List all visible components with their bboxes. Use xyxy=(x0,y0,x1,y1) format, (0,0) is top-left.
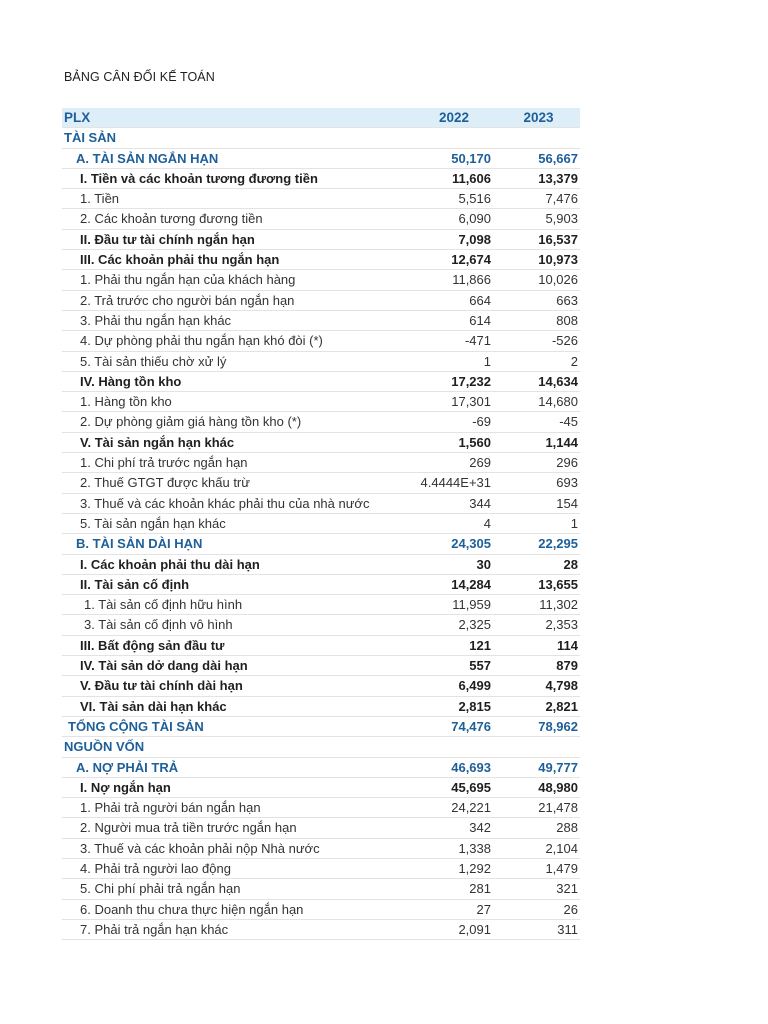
value-2022: 45,695 xyxy=(451,779,491,795)
table-row xyxy=(62,352,580,372)
row-label: 5. Chi phí phải trả ngắn hạn xyxy=(80,881,241,897)
table-row xyxy=(62,311,580,331)
row-label: 2. Trả trước cho người bán ngắn hạn xyxy=(80,292,295,308)
value-2023: 2,353 xyxy=(545,617,578,633)
row-label: 5. Tài sản ngắn hạn khác xyxy=(80,515,226,531)
balance-sheet-table xyxy=(62,108,580,940)
value-2023 xyxy=(495,737,580,756)
value-2023: -526 xyxy=(551,333,578,349)
value-2022 xyxy=(405,737,495,756)
value-2022: 24,305 xyxy=(451,536,491,552)
table-row xyxy=(62,230,580,250)
value-2023: 11,302 xyxy=(539,597,578,613)
row-label: 1. Phải trả người bán ngắn hạn xyxy=(80,800,261,816)
value-2023: 1,144 xyxy=(545,434,578,450)
table-header xyxy=(62,108,580,128)
table-row xyxy=(62,697,580,717)
value-2022: 2,091 xyxy=(458,921,491,937)
value-2022: 30 xyxy=(476,556,491,572)
value-2022: 11,959 xyxy=(452,597,491,613)
value-2023: 10,973 xyxy=(538,252,578,268)
value-2022: 342 xyxy=(469,820,491,836)
value-2022: 4 xyxy=(483,515,491,531)
value-2022: 664 xyxy=(469,292,491,308)
row-label: 6. Doanh thu chưa thực hiện ngắn hạn xyxy=(80,901,304,917)
value-2022: 6,090 xyxy=(458,211,491,227)
row-label: VI. Tài sản dài hạn khác xyxy=(80,698,227,714)
table-row xyxy=(62,676,580,696)
row-label: 1. Hàng tồn kho xyxy=(80,394,172,410)
table-row xyxy=(62,494,580,514)
value-2022: 6,499 xyxy=(458,678,491,694)
table-row xyxy=(62,473,580,493)
table-row xyxy=(62,737,580,757)
row-label: 1. Tiền xyxy=(80,191,120,207)
value-2022: -69 xyxy=(472,414,491,430)
table-row xyxy=(62,534,580,554)
table-row xyxy=(62,717,580,737)
table-row xyxy=(62,433,580,453)
row-label: V. Đầu tư tài chính dài hạn xyxy=(80,678,243,694)
value-2022: -471 xyxy=(464,333,491,349)
value-2023: 311 xyxy=(557,921,578,937)
table-row xyxy=(62,636,580,656)
table-row xyxy=(62,128,580,148)
row-label: TÀI SẢN xyxy=(64,130,116,146)
row-label: I. Các khoản phải thu dài hạn xyxy=(80,556,260,572)
table-row xyxy=(62,575,580,595)
row-label: TỔNG CỘNG TÀI SẢN xyxy=(68,718,204,734)
table-body xyxy=(62,128,580,940)
value-2023: 10,026 xyxy=(538,272,578,288)
value-2023: 78,962 xyxy=(538,718,578,734)
row-label: 4. Phải trả người lao động xyxy=(80,860,231,876)
value-2023: 14,680 xyxy=(538,394,578,410)
value-2023: 288 xyxy=(556,820,578,836)
value-2022: 2,815 xyxy=(458,698,491,714)
row-label: 3. Phải thu ngắn hạn khác xyxy=(80,312,232,328)
value-2023: 321 xyxy=(556,881,578,897)
row-label: III. Các khoản phải thu ngắn hạn xyxy=(80,252,280,268)
table-row xyxy=(62,189,580,209)
table-row xyxy=(62,920,580,940)
row-label: V. Tài sản ngắn hạn khác xyxy=(80,434,235,450)
company-ticker: PLX xyxy=(62,108,411,127)
value-2022: 1 xyxy=(483,353,491,369)
value-2022: 1,560 xyxy=(458,434,491,450)
value-2023: 49,777 xyxy=(538,759,578,775)
value-2022: 2,325 xyxy=(458,617,491,633)
value-2022 xyxy=(405,128,495,147)
table-row xyxy=(62,595,580,615)
row-label: 5. Tài sản thiếu chờ xử lý xyxy=(80,353,227,369)
value-2023: -45 xyxy=(559,414,578,430)
value-2023: 21,478 xyxy=(538,800,578,816)
table-row xyxy=(62,209,580,229)
row-label: IV. Hàng tồn kho xyxy=(80,373,182,389)
value-2023: 296 xyxy=(556,455,578,471)
value-2023: 7,476 xyxy=(545,191,578,207)
value-2022: 17,232 xyxy=(451,373,491,389)
value-2023 xyxy=(495,128,580,147)
table-row xyxy=(62,291,580,311)
table-row xyxy=(62,392,580,412)
value-2022: 121 xyxy=(469,637,491,653)
table-row xyxy=(62,778,580,798)
row-label: 7. Phải trả ngắn hạn khác xyxy=(80,921,229,937)
column-header-2023: 2023 xyxy=(523,110,554,125)
row-label: II. Tài sản cố định xyxy=(80,576,190,592)
row-label: III. Bất động sản đầu tư xyxy=(80,637,225,653)
value-2022: 614 xyxy=(469,312,491,328)
value-2023: 2,104 xyxy=(545,840,578,856)
value-2022: 1,292 xyxy=(458,860,491,876)
table-row xyxy=(62,859,580,879)
value-2023: 13,379 xyxy=(538,170,578,186)
row-label: A. NỢ PHẢI TRẢ xyxy=(76,759,179,775)
value-2022: 11,606 xyxy=(451,170,491,186)
table-row xyxy=(62,758,580,778)
document-title: BẢNG CÂN ĐỐI KẾ TOÁN xyxy=(64,70,215,84)
table-row xyxy=(62,514,580,534)
value-2022: 7,098 xyxy=(458,231,491,247)
value-2023: 13,655 xyxy=(538,576,578,592)
value-2023: 114 xyxy=(557,637,578,653)
row-label: A. TÀI SẢN NGẮN HẠN xyxy=(76,150,219,166)
value-2023: 2 xyxy=(570,353,578,369)
row-label: 2. Dự phòng giảm giá hàng tồn kho (*) xyxy=(80,414,302,430)
table-row xyxy=(62,270,580,290)
value-2022: 46,693 xyxy=(451,759,491,775)
value-2022: 1,338 xyxy=(458,840,491,856)
row-label: 1. Chi phí trả trước ngắn hạn xyxy=(80,455,248,471)
value-2022: 12,674 xyxy=(451,252,491,268)
row-label: 2. Các khoản tương đương tiền xyxy=(80,211,263,227)
row-label: 3. Thuế và các khoản phải nộp Nhà nước xyxy=(80,840,320,856)
value-2023: 879 xyxy=(556,658,578,674)
value-2023: 14,634 xyxy=(538,373,578,389)
value-2023: 5,903 xyxy=(545,211,578,227)
value-2022: 344 xyxy=(469,495,491,511)
value-2022: 27 xyxy=(476,901,491,917)
row-label: NGUỒN VỐN xyxy=(64,739,145,755)
value-2022: 557 xyxy=(469,658,491,674)
table-row xyxy=(62,250,580,270)
value-2022: 74,476 xyxy=(451,718,491,734)
row-label: 3. Tài sản cố định vô hình xyxy=(84,617,233,633)
value-2022: 11,866 xyxy=(452,272,491,288)
table-row xyxy=(62,818,580,838)
table-row xyxy=(62,839,580,859)
value-2023: 16,537 xyxy=(538,231,578,247)
value-2022: 14,284 xyxy=(451,576,491,592)
value-2023: 693 xyxy=(556,475,578,491)
table-row xyxy=(62,331,580,351)
value-2022: 50,170 xyxy=(451,150,491,166)
value-2023: 1,479 xyxy=(545,860,578,876)
value-2022: 269 xyxy=(469,455,491,471)
value-2022: 17,301 xyxy=(451,394,491,410)
table-row xyxy=(62,879,580,899)
table-row xyxy=(62,900,580,920)
value-2022: 5,516 xyxy=(458,191,491,207)
table-row xyxy=(62,615,580,635)
table-row xyxy=(62,798,580,818)
table-row xyxy=(62,453,580,473)
table-row xyxy=(62,555,580,575)
table-row xyxy=(62,149,580,169)
value-2023: 1 xyxy=(570,515,578,531)
table-row xyxy=(62,656,580,676)
row-label: 1. Tài sản cố định hữu hình xyxy=(84,597,243,613)
value-2023: 56,667 xyxy=(538,150,578,166)
value-2023: 48,980 xyxy=(538,779,578,795)
row-label: II. Đầu tư tài chính ngắn hạn xyxy=(80,231,255,247)
row-label: 1. Phải thu ngắn hạn của khách hàng xyxy=(80,272,296,288)
table-row xyxy=(62,372,580,392)
table-row xyxy=(62,412,580,432)
row-label: 4. Dự phòng phải thu ngắn hạn khó đòi (*) xyxy=(80,333,323,349)
value-2023: 26 xyxy=(563,901,578,917)
row-label: 3. Thuế và các khoản khác phải thu của nhà nước xyxy=(80,495,370,511)
value-2022: 281 xyxy=(469,881,491,897)
value-2022: 4.4444E+31 xyxy=(420,475,491,491)
value-2023: 2,821 xyxy=(545,698,578,714)
value-2023: 4,798 xyxy=(545,678,578,694)
row-label: I. Nợ ngắn hạn xyxy=(80,779,171,795)
table-row xyxy=(62,169,580,189)
row-label: 2. Người mua trả tiền trước ngắn hạn xyxy=(80,820,297,836)
row-label: IV. Tài sản dở dang dài hạn xyxy=(80,658,248,674)
value-2023: 154 xyxy=(556,495,578,511)
row-label: 2. Thuế GTGT được khấu trừ xyxy=(80,475,250,491)
value-2023: 28 xyxy=(563,556,578,572)
value-2023: 663 xyxy=(556,292,578,308)
value-2023: 22,295 xyxy=(538,536,578,552)
value-2022: 24,221 xyxy=(451,800,491,816)
column-header-2022: 2022 xyxy=(438,110,470,125)
row-label: I. Tiền và các khoản tương đương tiền xyxy=(80,170,318,186)
row-label: B. TÀI SẢN DÀI HẠN xyxy=(76,536,203,552)
value-2023: 808 xyxy=(556,312,578,328)
